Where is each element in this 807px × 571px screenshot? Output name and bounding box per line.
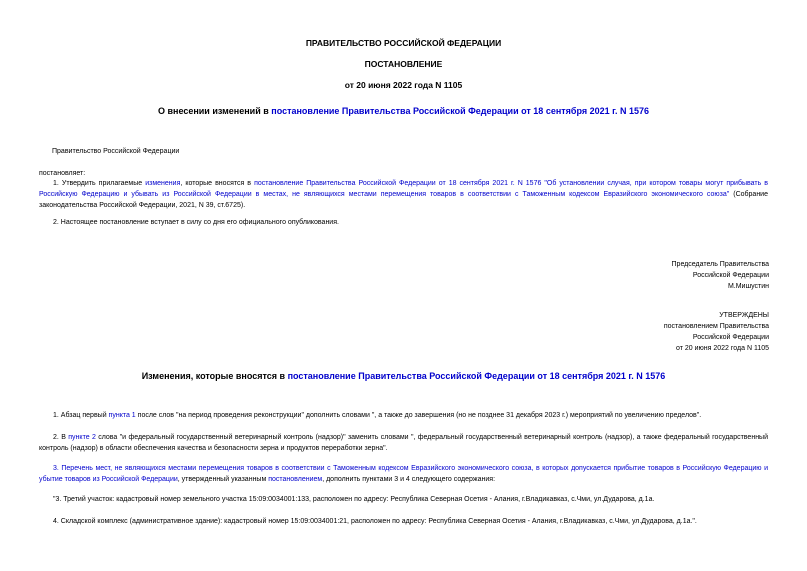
changes-title [0,371,807,381]
signature-name: М.Мишустин [727,283,769,290]
new-clause-4: 4. Складской комплекс (административное здание): кадастровый номер 15:09:0034001:21, расположен по адресу: Республика Северная Осетия - Алания, г.Владикавказ, с.Чми, ул.Дударова, д.1а.". [53,518,697,525]
document-type: ПОСТАНОВЛЕНИЕ [364,59,443,69]
document-title [0,106,807,116]
signature-position: Председатель Правительства [671,261,769,268]
approval-line-4: от 20 июня 2022 года N 1105 [675,345,769,352]
clause-2-link[interactable]: пункте 2 [68,434,96,441]
changes-title-text: Изменения, которые вносятся в [141,371,288,381]
change-2-prefix: 2. В [53,434,69,441]
paragraph-1-mid: , которые вносятся в [180,180,255,187]
amended-resolution-link[interactable]: постановление Правительства Российской Федерации от 18 сентября 2021 г. N 1576 [271,106,650,116]
changes-resolution-link[interactable]: постановление Правительства Российской Федерации от 18 сентября 2021 г. N 1576 [287,371,666,381]
resolution-link[interactable]: постановлением [268,476,323,483]
changes-link[interactable]: изменения [145,180,181,187]
paragraph-1-suffix: (Собрание законодательства Российской Федерации, 2021, N 39, ст.6725). [39,191,768,209]
document-title-text: О внесении изменений в [157,106,272,116]
change-1 [53,410,768,421]
government-heading: ПРАВИТЕЛЬСТВО РОССИЙСКОЙ ФЕДЕРАЦИИ [305,38,502,48]
change-3 [39,463,768,485]
paragraph-1-prefix: 1. Утвердить прилагаемые [53,180,146,187]
approval-line-1: УТВЕРЖДЕНЫ [719,312,769,319]
paragraph-1 [39,178,768,211]
change-1-prefix: 1. Абзац первый [53,412,109,419]
signature-country: Российской Федерации [692,272,769,279]
intro-text: Правительство Российской Федерации [52,148,180,155]
approval-block [664,310,769,354]
paragraph-2: 2. Настоящее постановление вступает в силу со дня его официального опубликования. [53,219,339,226]
change-1-suffix: после слов "на период проведения реконструкции" дополнить словами ", а также до завершения (но не позднее 31 декабря 2023 г.) мероприятий по увеличению пределов". [135,412,702,419]
change-2 [39,432,768,454]
approval-line-2: постановлением Правительства [663,323,769,330]
change-3-suffix: , дополнить пунктами 3 и 4 следующего содержания: [322,476,496,483]
clause-1-link[interactable]: пункта 1 [108,412,136,419]
decides-text: постановляет: [39,170,86,177]
change-3-mid: , утвержденный указанным [177,476,269,483]
new-clause-3: "3. Третий участок: кадастровый номер земельного участка 15:09:0034001:133, расположен по адресу: Республика Северная Осетия - Алания, г.Владикавказ, с.Чми, ул.Дударова, д.1а. [53,496,655,503]
approval-line-3: Российской Федерации [692,334,769,341]
change-2-suffix: слова "и федеральный государственный ветеринарный контроль (надзор)" заменить словами ", федеральный государственный ветеринарный контроль (надзор), а также федеральный государственный контроль (надзор) в области обеспечения качества и безопасности зерна и продуктов переработки зерна". [39,434,769,452]
resolution-1576-link[interactable]: постановление Правительства Российской Федерации от 18 сентября 2021 г. N 1576 "Об установлении случая, при котором товары могут прибывать в Российскую Федерацию и убывать из Российской Федерации в местах, не являющихся местами перемещения товаров в соответствии с Таможенным кодексом Евразийского экономического союза" [39,180,768,198]
signature-block [672,259,769,292]
document-date-number: от 20 июня 2022 года N 1105 [344,80,463,90]
places-list-link[interactable]: 3. Перечень мест, не являющихся местами перемещения товаров в соответствии с Таможенным кодексом Евразийского экономического союза, в которых допускается прибытие товаров в Российскую Федерацию и убытие товаров из Российской Федерации [39,465,768,483]
